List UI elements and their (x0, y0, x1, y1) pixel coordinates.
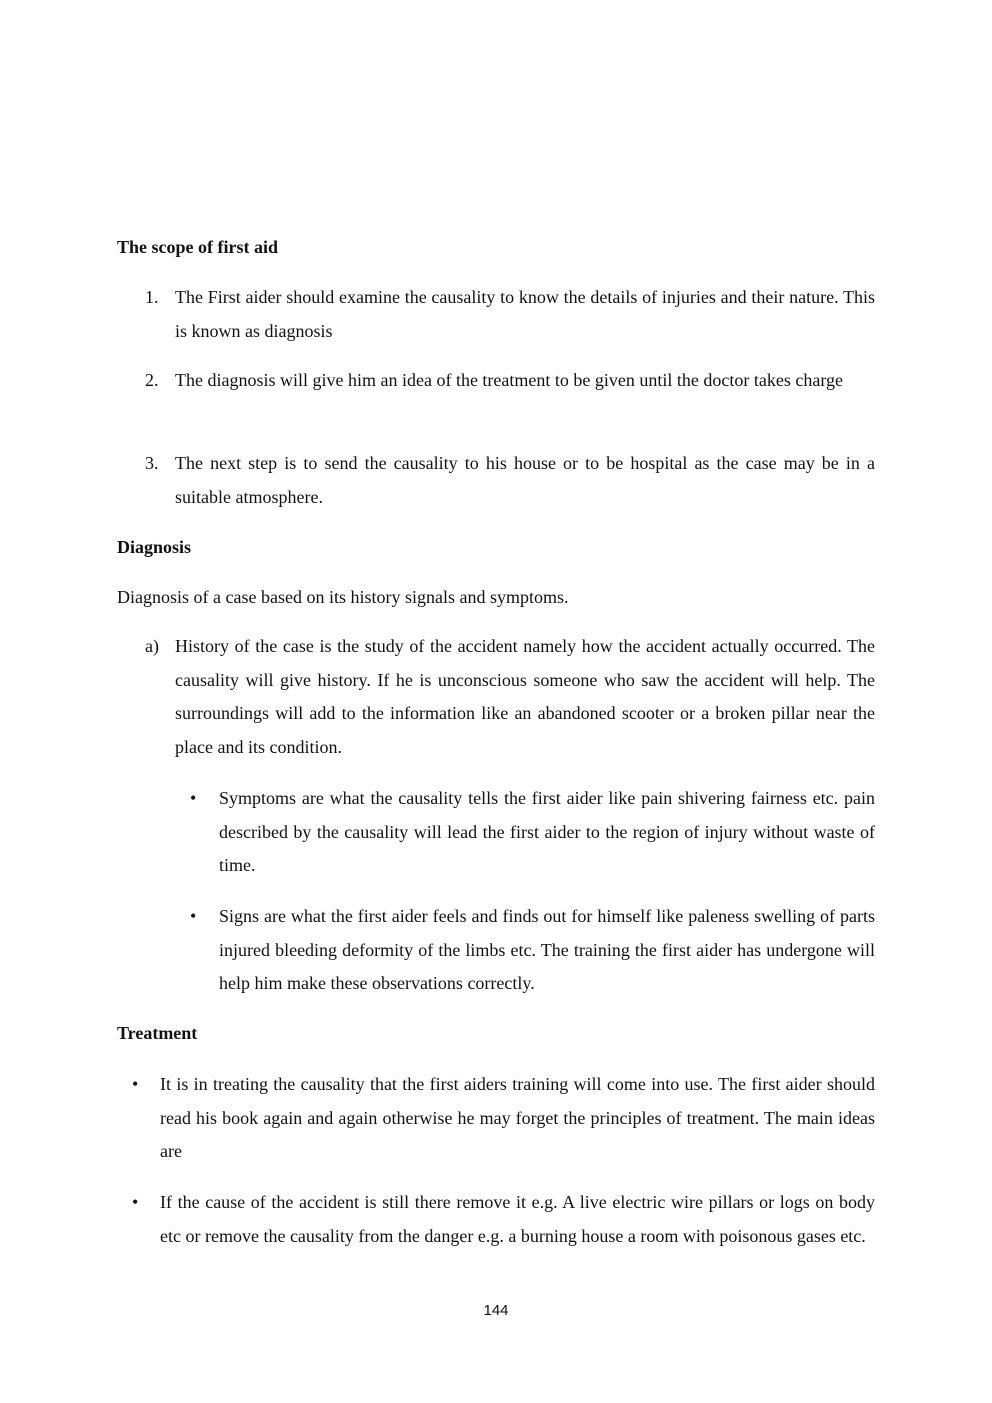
bullet-icon: • (132, 1192, 139, 1212)
list-item: History of the case is the study of the accident namely how the accident actually occurred. The causality will give history. If he is unconscious someone who saw the accident will help. The surroundings will add to the information like an abandoned scooter or a broken pillar near the place and its condition. (175, 636, 875, 757)
list-item: Signs are what the first aider feels and finds out for himself like paleness swelling of parts injured bleeding deformity of the limbs etc. The training the first aider has undergone will help him make these observations correctly. (219, 906, 875, 994)
heading-diagnosis: Diagnosis (117, 537, 192, 557)
list-item: The diagnosis will give him an idea of the treatment to be given until the doctor takes charge (175, 370, 843, 390)
list-marker: 3. (145, 453, 159, 473)
list-item: It is in treating the causality that the first aiders training will come into use. The first aider should read his book again and again otherwise he may forget the principles of treatment. The main ideas are (160, 1074, 875, 1162)
list-item: The First aider should examine the causality to know the details of injuries and their nature. This is known as diagnosis (175, 287, 875, 341)
list-item: The next step is to send the causality to his house or to be hospital as the case may be in a suitable atmosphere. (175, 453, 875, 507)
list-marker: a) (145, 636, 159, 656)
bullet-icon: • (190, 906, 197, 926)
list-item: Symptoms are what the causality tells the first aider like pain shivering fairness etc. pain described by the causality will lead the first aider to the region of injury without waste of time. (219, 788, 875, 876)
bullet-icon: • (132, 1074, 139, 1094)
heading-scope: The scope of first aid (117, 237, 278, 257)
heading-treatment: Treatment (117, 1023, 198, 1043)
list-marker: 1. (145, 287, 159, 307)
list-item: If the cause of the accident is still there remove it e.g. A live electric wire pillars or logs on body etc or remove the causality from the danger e.g. a burning house a room with poisonous gases etc. (160, 1192, 875, 1246)
diagnosis-intro: Diagnosis of a case based on its history signals and symptoms. (117, 587, 569, 607)
page-number: 144 (483, 1302, 509, 1319)
bullet-icon: • (190, 788, 197, 808)
list-marker: 2. (145, 370, 159, 390)
